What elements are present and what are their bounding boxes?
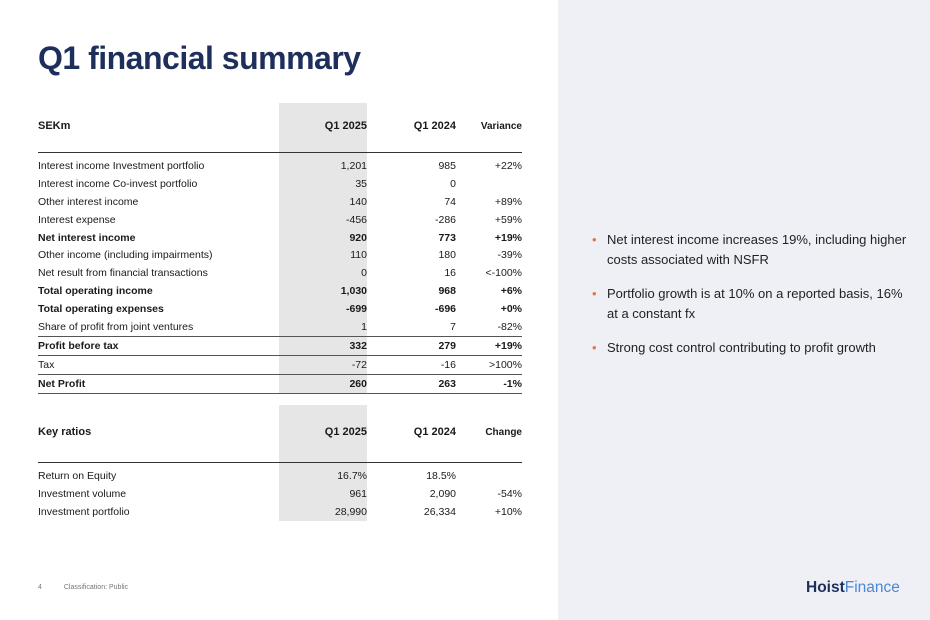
logo-text-finance: Finance — [844, 579, 900, 596]
bullet-marker-icon: • — [592, 286, 597, 301]
table-header-row — [38, 405, 522, 463]
row-label: Investment portfolio — [38, 505, 130, 518]
bullet-text: Portfolio growth is at 10% on a reported basis, 16% at a constant fx — [607, 286, 903, 321]
table-row — [38, 485, 522, 503]
footer — [38, 584, 128, 591]
table-row — [38, 318, 522, 336]
value-q1-2024: -16 — [367, 355, 456, 374]
table-row — [38, 503, 522, 521]
value-variance: -1% — [456, 374, 522, 393]
value-q1-2024: 18.5% — [426, 469, 456, 482]
value-variance: -39% — [497, 249, 522, 262]
value-variance — [456, 175, 522, 193]
value-variance: +19% — [456, 336, 522, 355]
value-variance: +59% — [494, 213, 522, 226]
bullet-item — [592, 338, 912, 358]
value-change: +10% — [494, 505, 522, 518]
table-row — [38, 175, 522, 193]
value-q1-2024: -286 — [434, 213, 456, 226]
value-q1-2024: 74 — [444, 195, 456, 208]
column-header-label: Key ratios — [38, 426, 92, 438]
table-row — [38, 463, 522, 485]
value-variance: <-100% — [485, 267, 522, 280]
column-header-q1-2024: Q1 2024 — [413, 426, 456, 438]
value-q1-2025: 35 — [279, 175, 367, 193]
value-q1-2025: -456 — [279, 211, 367, 229]
table-row — [38, 336, 522, 355]
table-row — [38, 282, 522, 300]
hoist-finance-logo — [806, 579, 900, 597]
value-q1-2024: 180 — [438, 249, 456, 262]
value-variance: +89% — [494, 195, 522, 208]
value-q1-2025: 260 — [279, 374, 367, 393]
table-row — [38, 193, 522, 211]
value-q1-2024: 263 — [367, 374, 456, 393]
value-q1-2025: 1,201 — [279, 153, 367, 175]
income-statement-table — [38, 103, 522, 394]
key-ratios-table — [38, 405, 522, 521]
value-q1-2024: 773 — [438, 231, 456, 244]
value-q1-2025: 16.7% — [279, 463, 367, 485]
logo-text-hoist: Hoist — [806, 579, 845, 596]
bullet-item — [592, 284, 912, 324]
bullet-marker-icon: • — [592, 340, 597, 355]
row-label: Return on Equity — [38, 469, 117, 482]
bullet-item — [592, 230, 912, 270]
value-q1-2025: 0 — [279, 264, 367, 282]
value-q1-2025: -699 — [279, 300, 367, 318]
row-label: Tax — [38, 355, 279, 374]
value-q1-2024: 16 — [444, 267, 456, 280]
value-variance: +22% — [494, 159, 522, 172]
bullet-text: Net interest income increases 19%, including higher costs associated with NSFR — [607, 232, 907, 267]
bullet-marker-icon: • — [592, 232, 597, 247]
table-row — [38, 264, 522, 282]
page-number: 4 — [38, 584, 42, 591]
row-label: Net interest income — [38, 231, 136, 244]
value-q1-2025: 140 — [279, 193, 367, 211]
row-label: Other interest income — [38, 195, 139, 208]
table-row — [38, 153, 522, 175]
row-label: Interest income Co-invest portfolio — [38, 177, 198, 190]
table-header-row — [38, 103, 522, 153]
bullet-text: Strong cost control contributing to profit growth — [607, 340, 876, 355]
value-variance: +6% — [500, 285, 522, 298]
row-label: Interest expense — [38, 213, 116, 226]
row-label: Total operating expenses — [38, 303, 164, 316]
row-label: Total operating income — [38, 285, 153, 298]
table-row — [38, 211, 522, 229]
table-row — [38, 355, 522, 374]
value-q1-2025: 1 — [279, 318, 367, 336]
value-q1-2025: 110 — [279, 246, 367, 264]
value-q1-2024: 968 — [438, 285, 456, 298]
column-header-change: Change — [485, 426, 522, 438]
value-variance: +0% — [500, 303, 522, 316]
page-title: Q1 financial summary — [38, 40, 361, 76]
value-change — [456, 463, 522, 485]
value-q1-2025: 961 — [279, 485, 367, 503]
value-q1-2025: 1,030 — [279, 282, 367, 300]
value-change: -54% — [497, 487, 522, 500]
row-label: Interest income Investment portfolio — [38, 159, 205, 172]
table-row — [38, 374, 522, 393]
value-q1-2024: 7 — [450, 320, 456, 333]
classification-label: Classification: Public — [63, 584, 129, 591]
row-label: Investment volume — [38, 487, 127, 500]
table-row — [38, 246, 522, 264]
row-label: Profit before tax — [38, 336, 279, 355]
value-q1-2025: 332 — [279, 336, 367, 355]
value-variance: >100% — [456, 355, 522, 374]
column-header-q1-2024: Q1 2024 — [413, 120, 456, 132]
column-header-q1-2025: Q1 2025 — [279, 405, 367, 463]
table-row — [38, 300, 522, 318]
column-header-label: SEKm — [38, 120, 71, 132]
column-header-q1-2025: Q1 2025 — [279, 103, 367, 153]
value-q1-2024: 0 — [450, 177, 456, 190]
table-row — [38, 229, 522, 247]
value-q1-2025: 920 — [279, 229, 367, 247]
value-q1-2024: 985 — [438, 159, 456, 172]
value-q1-2024: 279 — [367, 336, 456, 355]
column-header-variance: Variance — [480, 120, 522, 132]
summary-bullet-list — [592, 230, 912, 372]
row-label: Net result from financial transactions — [38, 267, 208, 280]
row-label: Net Profit — [38, 374, 279, 393]
value-q1-2025: 28,990 — [279, 503, 367, 521]
value-variance: +19% — [494, 231, 522, 244]
value-q1-2025: -72 — [279, 355, 367, 374]
row-label: Share of profit from joint ventures — [38, 320, 194, 333]
value-variance: -82% — [497, 320, 522, 333]
row-label: Other income (including impairments) — [38, 249, 213, 262]
value-q1-2024: -696 — [434, 303, 456, 316]
value-q1-2024: 26,334 — [423, 505, 456, 518]
value-q1-2024: 2,090 — [429, 487, 456, 500]
